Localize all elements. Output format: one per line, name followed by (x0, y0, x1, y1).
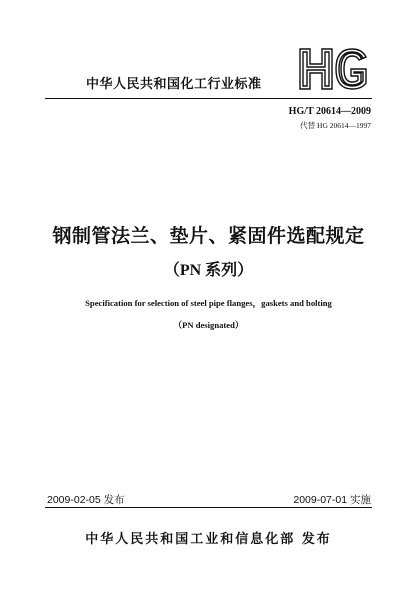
replaces-standard: 代替 HG 20614—1997 (300, 121, 371, 130)
footer-divider (45, 507, 372, 508)
document-title-chinese: 钢制管法兰、垫片、紧固件选配规定 (52, 225, 365, 247)
document-title-english: Specification for selection of steel pipe flanges，gaskets and bolting (85, 298, 332, 308)
issue-date: 2009-02-05 发布 (47, 494, 125, 506)
document-subtitle-chinese: （PN 系列） (163, 262, 254, 279)
document-subtitle-english: （PN designated） (173, 320, 244, 330)
publisher: 中华人民共和国工业和信息化部 发布 (85, 532, 332, 547)
hg-logo (298, 47, 368, 91)
header-divider (45, 98, 372, 99)
standard-number: HG/T 20614—2009 (288, 106, 371, 117)
standard-category: 中华人民共和国化工行业标准 (86, 77, 262, 92)
implementation-date: 2009-07-01 实施 (293, 494, 371, 506)
